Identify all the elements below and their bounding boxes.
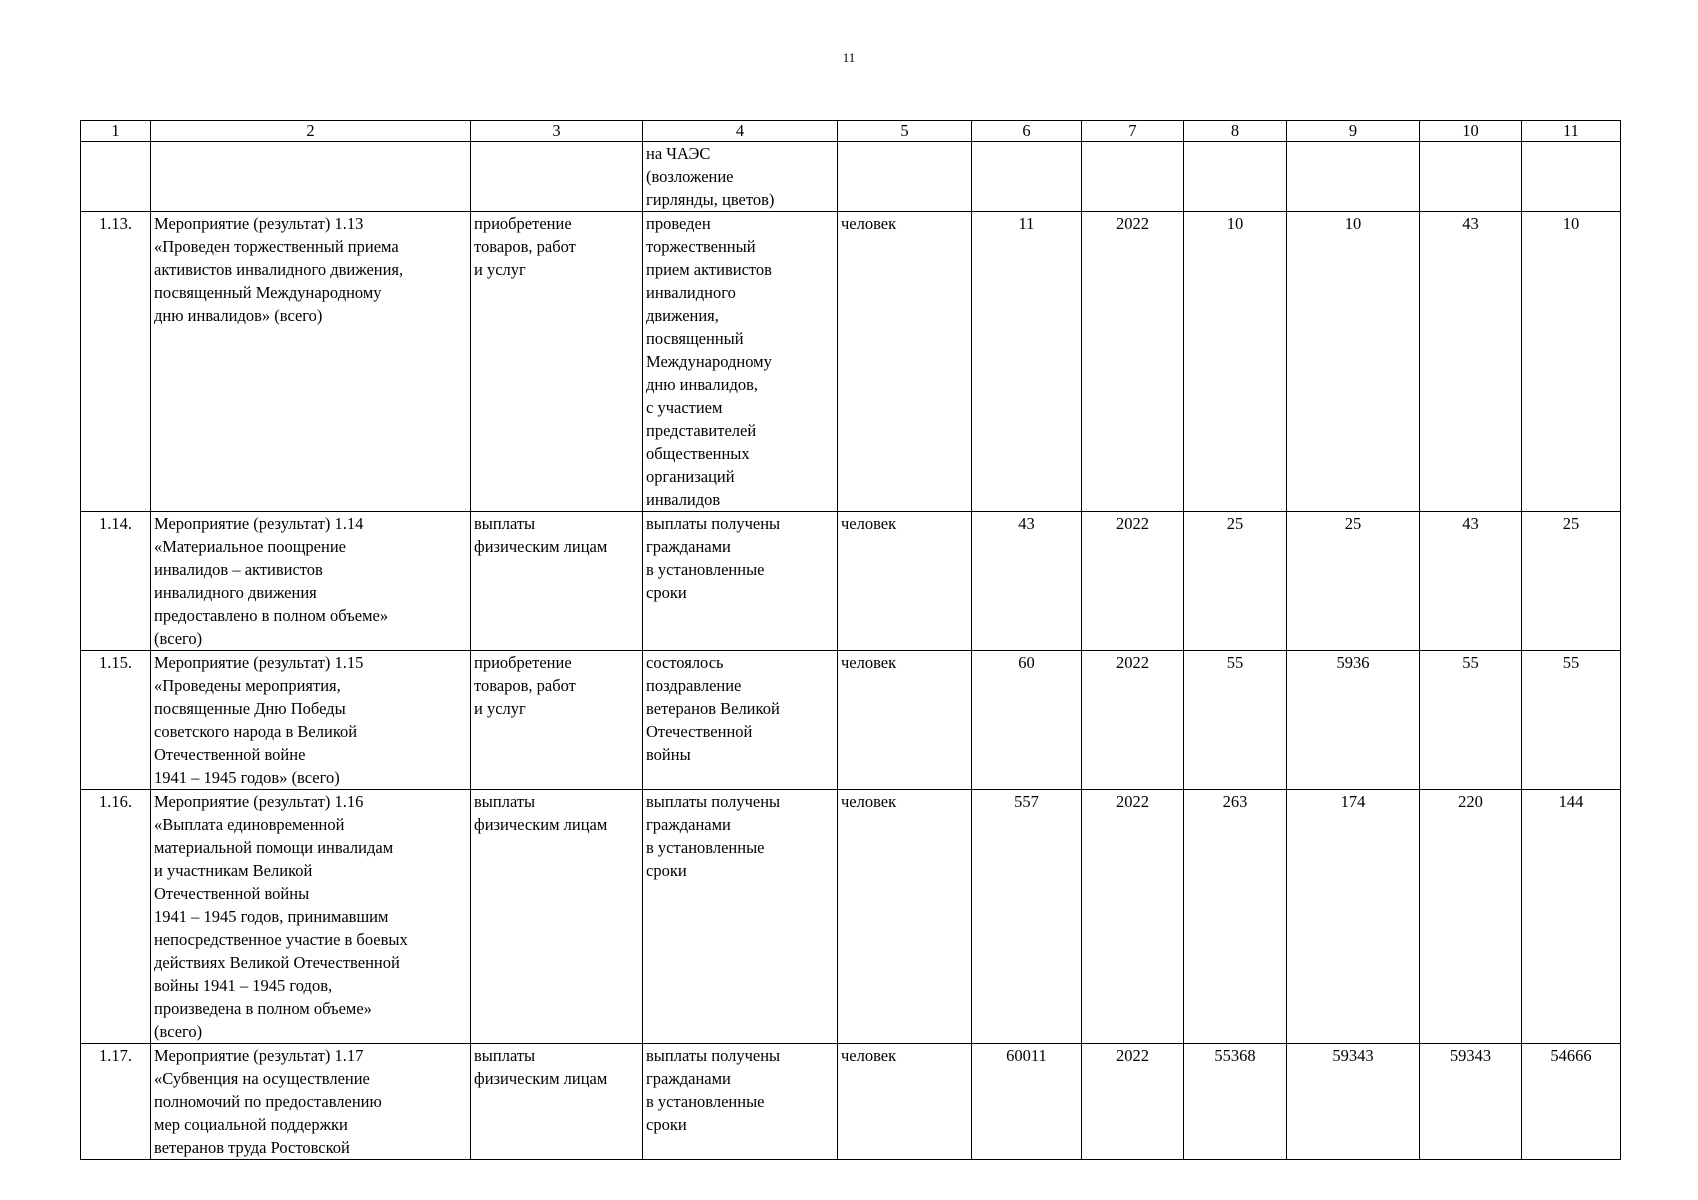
column-header-4: 4 xyxy=(643,121,838,142)
activity-name-cell: Мероприятие (результат) 1.16 «Выплата единовременной материальной помощи инвалидам и участникам Великой Отечественной войны 1941 – 1945 годов, принимавшим непосредственное участие в боевых действиях Великой Отечественной войны 1941 – 1945 годов, произведена в полном объеме» (всего) xyxy=(151,790,471,1044)
value-col6-cell: 557 xyxy=(972,790,1082,1044)
value-col7-cell: 2022 xyxy=(1082,1044,1184,1160)
result-description-cell: на ЧАЭС (возложение гирлянды, цветов) xyxy=(643,142,838,212)
value-col10-cell: 59343 xyxy=(1420,1044,1522,1160)
activity-type-cell xyxy=(471,142,643,212)
value-col10-cell: 55 xyxy=(1420,651,1522,790)
page-number: 11 xyxy=(842,50,856,65)
value-col11-cell: 54666 xyxy=(1522,1044,1621,1160)
value-col10-cell: 220 xyxy=(1420,790,1522,1044)
activity-type-cell: приобретение товаров, работ и услуг xyxy=(471,212,643,512)
value-col11-cell: 144 xyxy=(1522,790,1621,1044)
value-col10-cell xyxy=(1420,142,1522,212)
value-col10-cell: 43 xyxy=(1420,212,1522,512)
value-col8-cell: 25 xyxy=(1184,512,1287,651)
activity-type-cell: выплаты физическим лицам xyxy=(471,512,643,651)
result-description-cell: проведен торжественный прием активистов инвалидного движения, посвященный Международному дню инвалидов, с участием представителей общественных организаций инвалидов xyxy=(643,212,838,512)
unit-cell: человек xyxy=(838,651,972,790)
table-row xyxy=(81,1044,1621,1160)
table-row xyxy=(81,790,1621,1044)
column-header-6: 6 xyxy=(972,121,1082,142)
column-header-8: 8 xyxy=(1184,121,1287,142)
activity-type-cell: приобретение товаров, работ и услуг xyxy=(471,651,643,790)
value-col9-cell: 25 xyxy=(1287,512,1420,651)
value-col6-cell: 60 xyxy=(972,651,1082,790)
activity-name-cell xyxy=(151,142,471,212)
value-col7-cell: 2022 xyxy=(1082,790,1184,1044)
value-col8-cell: 10 xyxy=(1184,212,1287,512)
row-number-cell: 1.17. xyxy=(81,1044,151,1160)
value-col10-cell: 43 xyxy=(1420,512,1522,651)
result-description-cell: выплаты получены гражданами в установленные сроки xyxy=(643,1044,838,1160)
value-col6-cell xyxy=(972,142,1082,212)
column-header-5: 5 xyxy=(838,121,972,142)
value-col6-cell: 43 xyxy=(972,512,1082,651)
value-col7-cell: 2022 xyxy=(1082,512,1184,651)
column-header-1: 1 xyxy=(81,121,151,142)
table-row xyxy=(81,651,1621,790)
result-description-cell: выплаты получены гражданами в установленные сроки xyxy=(643,790,838,1044)
value-col8-cell: 55368 xyxy=(1184,1044,1287,1160)
value-col8-cell: 263 xyxy=(1184,790,1287,1044)
activity-type-cell: выплаты физическим лицам xyxy=(471,1044,643,1160)
value-col11-cell: 25 xyxy=(1522,512,1621,651)
row-number-cell xyxy=(81,142,151,212)
column-header-9: 9 xyxy=(1287,121,1420,142)
value-col9-cell: 5936 xyxy=(1287,651,1420,790)
row-number-cell: 1.15. xyxy=(81,651,151,790)
unit-cell: человек xyxy=(838,1044,972,1160)
value-col11-cell: 55 xyxy=(1522,651,1621,790)
column-header-2: 2 xyxy=(151,121,471,142)
unit-cell: человек xyxy=(838,790,972,1044)
value-col9-cell: 59343 xyxy=(1287,1044,1420,1160)
column-header-10: 10 xyxy=(1420,121,1522,142)
value-col9-cell: 174 xyxy=(1287,790,1420,1044)
column-header-7: 7 xyxy=(1082,121,1184,142)
activity-name-cell: Мероприятие (результат) 1.15 «Проведены мероприятия, посвященные Дню Победы советского народа в Великой Отечественной войне 1941 – 1945 годов» (всего) xyxy=(151,651,471,790)
result-description-cell: состоялось поздравление ветеранов Великой Отечественной войны xyxy=(643,651,838,790)
table-row xyxy=(81,142,1621,212)
row-number-cell: 1.14. xyxy=(81,512,151,651)
unit-cell: человек xyxy=(838,512,972,651)
column-header-3: 3 xyxy=(471,121,643,142)
table-row xyxy=(81,212,1621,512)
header-row xyxy=(81,121,1621,142)
value-col7-cell xyxy=(1082,142,1184,212)
value-col7-cell: 2022 xyxy=(1082,651,1184,790)
unit-cell xyxy=(838,142,972,212)
activity-type-cell: выплаты физическим лицам xyxy=(471,790,643,1044)
value-col8-cell xyxy=(1184,142,1287,212)
activity-name-cell: Мероприятие (результат) 1.14 «Материальное поощрение инвалидов – активистов инвалидного движения предоставлено в полном объеме» (всего) xyxy=(151,512,471,651)
value-col11-cell: 10 xyxy=(1522,212,1621,512)
activity-name-cell: Мероприятие (результат) 1.13 «Проведен торжественный приема активистов инвалидного движения, посвященный Международному дню инвалидов» (всего) xyxy=(151,212,471,512)
indicators-table xyxy=(80,120,1621,1160)
activity-name-cell: Мероприятие (результат) 1.17 «Субвенция на осуществление полномочий по предоставлению мер социальной поддержки ветеранов труда Ростовской xyxy=(151,1044,471,1160)
value-col9-cell: 10 xyxy=(1287,212,1420,512)
column-header-11: 11 xyxy=(1522,121,1621,142)
value-col11-cell xyxy=(1522,142,1621,212)
result-description-cell: выплаты получены гражданами в установленные сроки xyxy=(643,512,838,651)
table-row xyxy=(81,512,1621,651)
value-col6-cell: 60011 xyxy=(972,1044,1082,1160)
value-col8-cell: 55 xyxy=(1184,651,1287,790)
row-number-cell: 1.13. xyxy=(81,212,151,512)
unit-cell: человек xyxy=(838,212,972,512)
value-col9-cell xyxy=(1287,142,1420,212)
value-col6-cell: 11 xyxy=(972,212,1082,512)
row-number-cell: 1.16. xyxy=(81,790,151,1044)
value-col7-cell: 2022 xyxy=(1082,212,1184,512)
